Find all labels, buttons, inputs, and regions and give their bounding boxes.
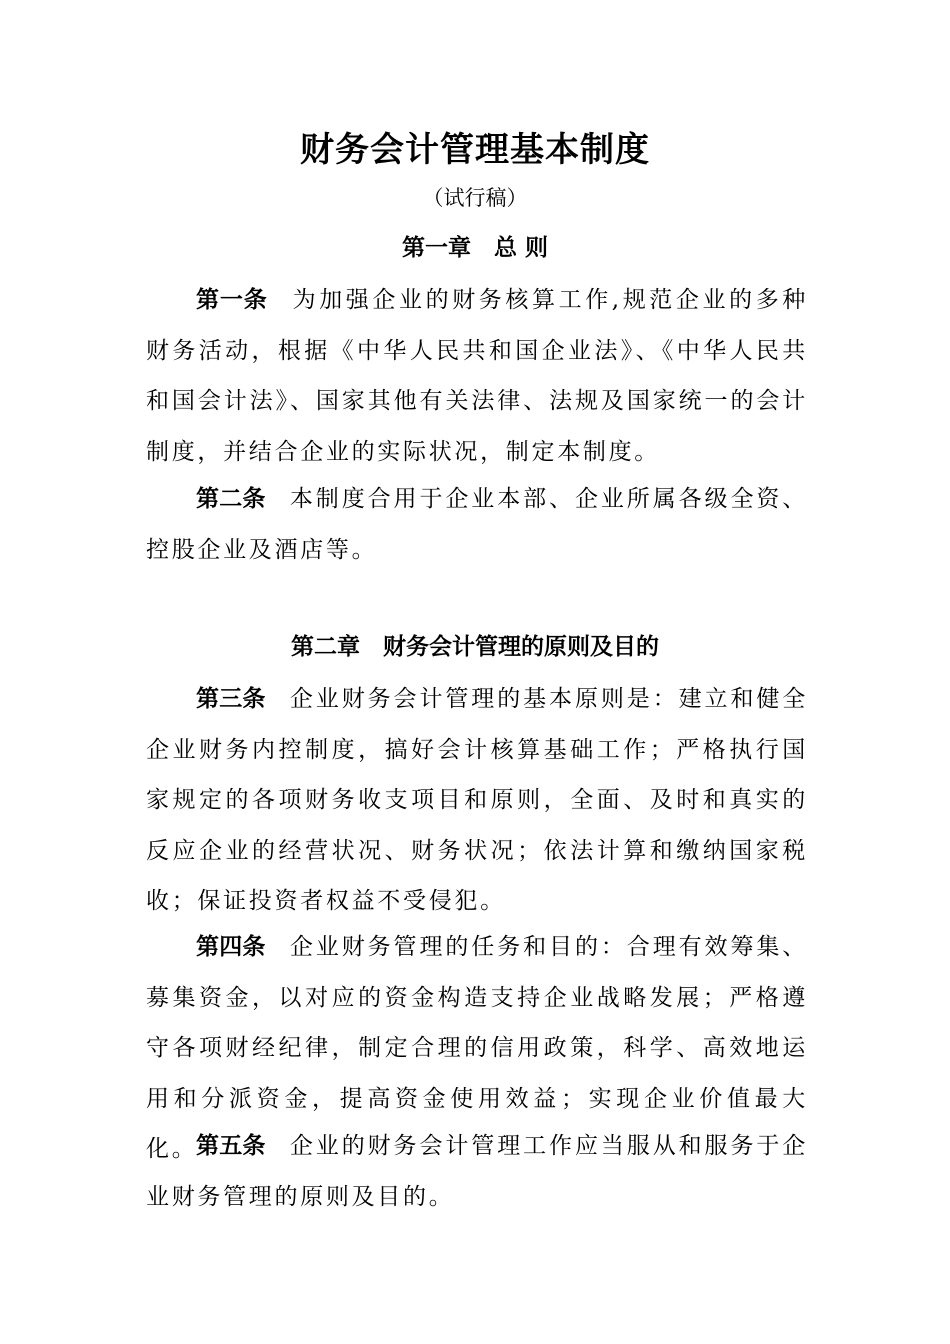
article-text: 企业的财务会计管理工作应当服从和服务于企业财务管理的原则及目的。 — [146, 1133, 809, 1210]
article-label: 第一条 — [196, 287, 268, 313]
article-text: 企业财务会计管理的基本原则是：建立和健全企业财务内控制度，搞好会计核算基础工作；严格执行国家规定的各项财务收支项目和原则，全面、及时和真实的反应企业的经营状况、财务状况；依法计算和缴纳国家税收；保证投资者权益不受侵犯。 — [146, 686, 809, 914]
article-label: 第三条 — [196, 686, 266, 712]
article-paragraph — [146, 275, 808, 477]
article-text: 为加强企业的财务核算工作,规范企业的多种财务活动，根据《中华人民共和国企业法》、《中华人民共和国会计法》、国家其他有关法律、法规及国家统一的会计制度，并结合企业的实际状况，制定本制度。 — [146, 287, 809, 465]
chapter-heading: 第二章 财务会计管理的原则及目的 — [291, 634, 659, 660]
article-label: 第五条 — [196, 1133, 266, 1159]
article-text: 本制度合用于企业本部、企业所属各级全资、控股企业及酒店等。 — [146, 486, 809, 563]
article-paragraph — [146, 1121, 808, 1222]
article-text: 企业财务管理的任务和目的：合理有效筹集、募集资金，以对应的资金构造支持企业战略发展；严格遵守各项财经纪律，制定合理的信用政策，科学、高效地运用和分派资金，提高资金使用效益；实现企业价值最大化。 — [146, 934, 809, 1162]
article-paragraph — [146, 474, 808, 575]
article-label: 第四条 — [196, 934, 266, 960]
document-title: 财务会计管理基本制度 — [300, 130, 650, 170]
chapter-heading: 第一章 总 则 — [401, 235, 548, 261]
article-paragraph — [146, 674, 808, 927]
article-label: 第二条 — [196, 486, 266, 512]
document-subtitle: （试行稿） — [422, 186, 528, 210]
